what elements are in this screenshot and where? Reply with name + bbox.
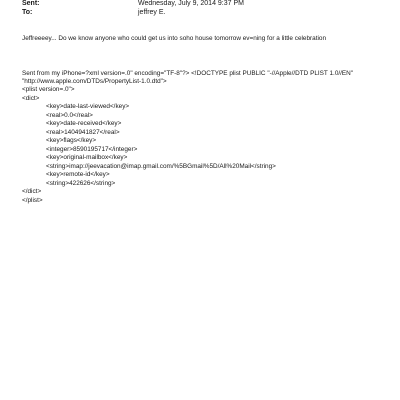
to-label: To: <box>22 9 33 16</box>
plist-line: <key>original-mailbox</key> <box>46 154 128 161</box>
to-row <box>22 9 166 17</box>
plist-line: <string>422626</string> <box>46 180 116 187</box>
sent-label: Sent: <box>22 0 40 7</box>
plist-line: <dict> <box>22 95 40 102</box>
message-body: Jeffreeeey... Do we know anyone who could get us into soho house tomorrow ev=ning for a little celebration <box>22 35 327 42</box>
plist-line: Sent from my iPhone=?xml version=.0" encoding="TF-8"?> <!DOCTYPE plist PUBLIC "-//Apple//DTD PLIST 1.0//EN" <box>22 70 354 77</box>
sent-row <box>22 0 244 8</box>
plist-line: <key>date-last-viewed</key> <box>46 103 130 110</box>
plist-line: <key>date-received</key> <box>46 120 122 127</box>
plist-line: <real>0.0</real> <box>46 112 93 119</box>
to-value: jeffrey E. <box>138 9 166 16</box>
plist-line: <real>1404941827</real> <box>46 129 120 136</box>
plist-line: </dict> <box>22 188 42 195</box>
plist-line: <key>flags</key> <box>46 137 97 144</box>
plist-line: <key>remote-id</key> <box>46 171 110 178</box>
plist-line: </plist> <box>22 197 43 204</box>
plist-line: <string>imap://jeevacation@imap.gmail.com/%5BGmail%5D/All%20Mail</string> <box>46 163 276 170</box>
plist-line: <plist version=.0"> <box>22 86 75 93</box>
sent-value: Wednesday, July 9, 2014 9:37 PM <box>138 0 244 7</box>
plist-line: "http://www.apple.com/DTDs/PropertyList-1.0.dtd"> <box>22 78 167 85</box>
plist-line: <integer>8590195717</integer> <box>46 146 138 153</box>
